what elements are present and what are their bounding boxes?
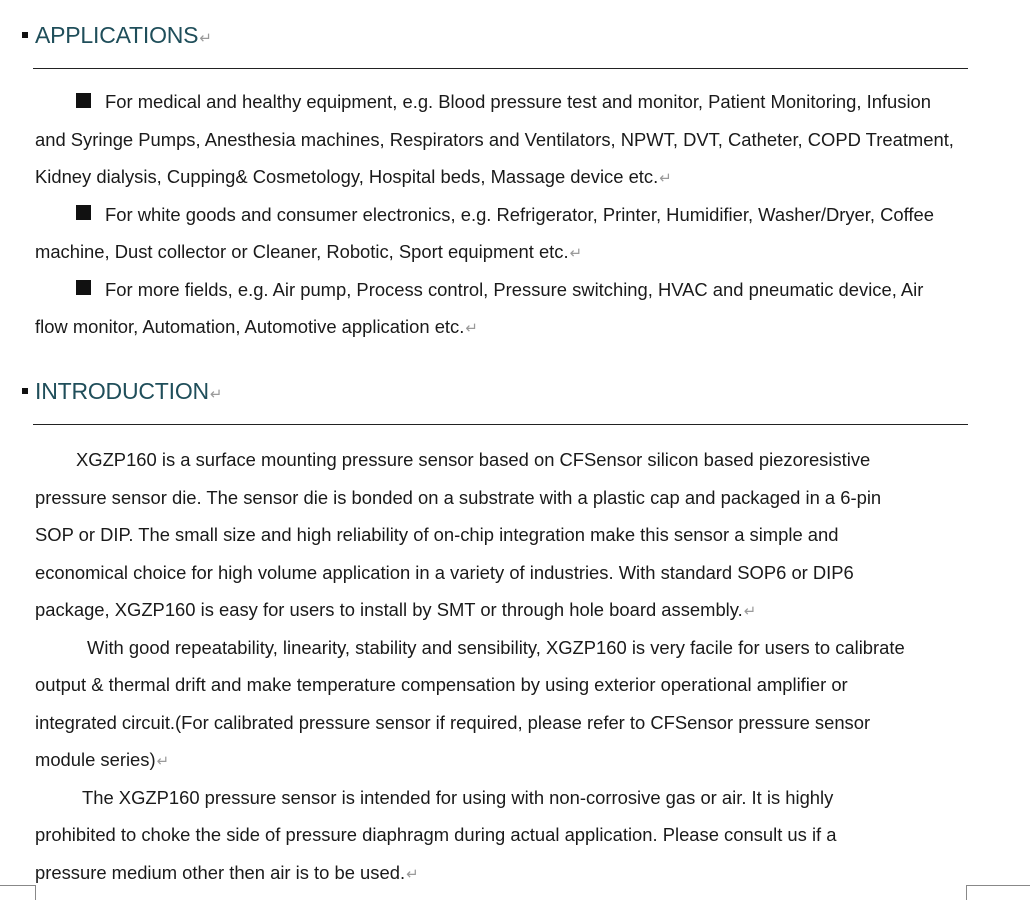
applications-divider — [33, 68, 968, 69]
applications-heading-text: APPLICATIONS — [35, 22, 199, 48]
intro-line — [35, 741, 967, 779]
application-item-line — [35, 308, 967, 346]
introduction-body — [35, 441, 967, 891]
introduction-heading — [22, 378, 222, 405]
application-item-line — [35, 158, 967, 196]
heading-bullet-icon — [22, 32, 28, 38]
paragraph-mark-icon: ↵ — [199, 30, 212, 47]
intro-line: SOP or DIP. The small size and high reliability of on-chip integration make this sensor a simple and — [35, 524, 839, 545]
application-item-line — [35, 196, 967, 234]
intro-line: output & thermal drift and make temperature compensation by using exterior operational amplifier or — [35, 674, 848, 695]
intro-line: integrated circuit.(For calibrated pressure sensor if required, please refer to CFSensor pressure sensor — [35, 711, 871, 733]
application-item-white-goods — [35, 196, 967, 271]
applications-list — [35, 83, 967, 346]
intro-text: module series) — [35, 749, 156, 770]
application-item-more-fields — [35, 271, 967, 346]
applications-heading — [22, 22, 212, 49]
paragraph-mark-icon: ↵ — [743, 603, 757, 620]
paragraph-mark-icon: ↵ — [569, 245, 583, 262]
application-item-text: For medical and healthy equipment, e.g. Blood pressure test and monitor, Patient Monitoring, Infusion — [105, 91, 932, 112]
application-item-line — [35, 233, 967, 271]
application-item-medical — [35, 83, 967, 196]
application-item-text: flow monitor, Automation, Automotive application etc. — [35, 316, 465, 337]
introduction-heading-text: INTRODUCTION — [35, 378, 209, 404]
intro-line: With good repeatability, linearity, stability and sensibility, XGZP160 is very facile for users to calibrate — [87, 636, 905, 658]
paragraph-mark-icon: ↵ — [406, 865, 419, 883]
intro-line — [35, 591, 967, 629]
intro-text: pressure medium other then air is to be used. — [35, 861, 406, 883]
intro-paragraph-1 — [35, 441, 967, 629]
paragraph-mark-icon: ↵ — [659, 170, 672, 187]
application-item-text: machine, Dust collector or Cleaner, Robotic, Sport equipment etc. — [35, 241, 569, 262]
intro-line: pressure sensor die. The sensor die is bonded on a substrate with a plastic cap and packaged in a 6-pin — [35, 486, 882, 508]
square-bullet-icon — [76, 205, 91, 220]
introduction-divider — [33, 424, 968, 425]
heading-bullet-icon — [22, 388, 28, 394]
intro-paragraph-2 — [35, 629, 967, 779]
application-item-text: For white goods and consumer electronics, e.g. Refrigerator, Printer, Humidifier, Washer/Dryer, Coffee — [105, 203, 934, 225]
intro-paragraph-3 — [35, 779, 967, 892]
intro-line: XGZP160 is a surface mounting pressure sensor based on CFSensor silicon based piezoresistive — [76, 449, 871, 470]
paragraph-mark-icon: ↵ — [209, 386, 223, 403]
application-item-line: and Syringe Pumps, Anesthesia machines, Respirators and Ventilators, NPWT, DVT, Catheter, COPD Treatment, — [35, 128, 954, 150]
intro-line — [35, 854, 967, 892]
application-item-line — [35, 83, 967, 121]
square-bullet-icon — [76, 93, 91, 108]
intro-line: economical choice for high volume application in a variety of industries. With standard SOP6 or DIP6 — [35, 561, 854, 583]
paragraph-mark-icon: ↵ — [156, 753, 170, 770]
intro-text: package, XGZP160 is easy for users to install by SMT or through hole board assembly. — [35, 599, 743, 620]
application-item-text: Kidney dialysis, Cupping& Cosmetology, Hospital beds, Massage device etc. — [35, 166, 659, 187]
paragraph-mark-icon: ↵ — [465, 320, 478, 337]
square-bullet-icon — [76, 280, 91, 295]
intro-line: prohibited to choke the side of pressure diaphragm during actual application. Please consult us if a — [35, 824, 837, 845]
intro-line: The XGZP160 pressure sensor is intended for using with non-corrosive gas or air. It is highly — [82, 786, 834, 808]
application-item-text: For more fields, e.g. Air pump, Process control, Pressure switching, HVAC and pneumatic device, Air — [105, 278, 924, 300]
application-item-line — [35, 271, 967, 309]
